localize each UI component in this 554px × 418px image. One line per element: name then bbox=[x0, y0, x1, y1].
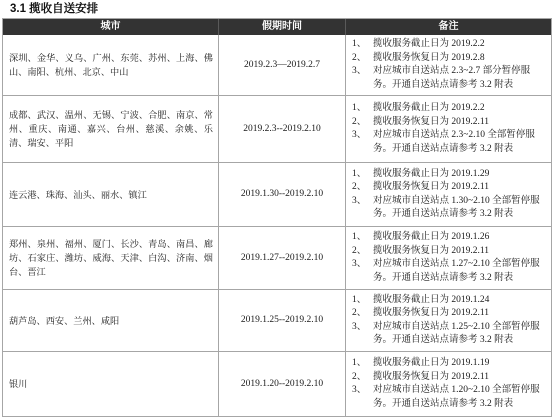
note-item bbox=[352, 38, 548, 52]
holiday-period-cell bbox=[219, 227, 346, 289]
note-item bbox=[352, 245, 548, 259]
note-item bbox=[352, 52, 548, 66]
note-number: 3、 bbox=[352, 130, 367, 140]
note-number: 2、 bbox=[352, 245, 367, 256]
table-row bbox=[3, 227, 551, 290]
cities-text: 成都、武汉、温州、无锡、宁波、合肥、南京、常州、重庆、南通、嘉兴、台州、慈溪、余姚、乐清、瑞安、平阳 bbox=[9, 110, 213, 148]
note-item bbox=[352, 102, 548, 116]
note-item bbox=[352, 129, 548, 156]
cities-text: 郑州、泉州、福州、厦门、长沙、青岛、南昌、廊坊、石家庄、潍坊、威海、天津、白沟、济南、烟台、晋江 bbox=[9, 239, 213, 277]
cities-cell bbox=[3, 96, 219, 162]
note-item bbox=[352, 195, 548, 222]
note-text: 揽收服务恢复日为 2019.2.8 bbox=[373, 52, 485, 63]
note-text: 对应城市自送站点 1.25~2.10 全部暂停服务。开通自送站点请参考 3.2 附表 bbox=[373, 321, 540, 345]
note-number: 2、 bbox=[352, 182, 367, 192]
note-text: 揽收服务截止日为 2019.1.19 bbox=[373, 358, 490, 368]
note-text: 揽收服务截止日为 2019.1.26 bbox=[373, 232, 490, 242]
note-item bbox=[352, 65, 548, 92]
note-number: 1、 bbox=[352, 294, 367, 305]
cities-cell bbox=[3, 227, 219, 289]
holiday-period-text: 2019.2.3--2019.2.10 bbox=[243, 123, 321, 134]
note-number: 3、 bbox=[352, 321, 367, 332]
note-text: 对应城市自送站点 1.30~2.10 全部暂停服务。开通自送站点请参考 3.2 附表 bbox=[373, 195, 540, 219]
note-number: 2、 bbox=[352, 308, 367, 318]
holiday-period-text: 2019.1.30--2019.2.10 bbox=[240, 189, 324, 199]
note-text: 揽收服务恢复日为 2019.2.11 bbox=[373, 182, 490, 192]
note-text: 揽收服务恢复日为 2019.2.11 bbox=[373, 308, 490, 318]
note-number: 1、 bbox=[352, 168, 367, 179]
holiday-period-cell bbox=[219, 96, 346, 162]
cities-text: 银川 bbox=[9, 379, 28, 389]
cities-text: 连云港、珠海、汕头、丽水、镇江 bbox=[9, 189, 147, 200]
cities-cell bbox=[3, 290, 219, 351]
note-text: 揽收服务恢复日为 2019.2.11 bbox=[373, 371, 490, 382]
note-number: 1、 bbox=[352, 103, 367, 113]
note-item bbox=[352, 384, 548, 411]
note-number: 2、 bbox=[352, 116, 367, 127]
note-number: 2、 bbox=[352, 371, 367, 382]
note-item bbox=[352, 168, 548, 182]
notes-cell bbox=[346, 96, 551, 162]
holiday-period-text: 2019.1.27--2019.2.10 bbox=[240, 252, 324, 263]
header-cell-notes: 备注 bbox=[438, 21, 459, 32]
note-number: 3、 bbox=[352, 66, 367, 76]
notes-cell bbox=[346, 163, 551, 226]
note-number: 3、 bbox=[352, 385, 367, 395]
note-text: 对应城市自送站点 2.3~2.7 部分暂停服务。开通自送站点请参考 3.2 附表 bbox=[373, 66, 531, 90]
note-item bbox=[352, 321, 548, 348]
table-row bbox=[3, 163, 551, 227]
note-item bbox=[352, 181, 548, 195]
cities-cell bbox=[3, 163, 219, 226]
note-item bbox=[352, 258, 548, 285]
note-number: 3、 bbox=[352, 259, 367, 269]
table-row bbox=[3, 96, 551, 163]
note-number: 1、 bbox=[352, 39, 367, 49]
note-text: 揽收服务恢复日为 2019.2.11 bbox=[373, 245, 490, 256]
note-item bbox=[352, 294, 548, 308]
note-text: 揽收服务截止日为 2019.2.2 bbox=[373, 103, 485, 113]
note-item bbox=[352, 307, 548, 321]
note-item bbox=[352, 357, 548, 371]
cities-cell bbox=[3, 352, 219, 416]
table-row bbox=[3, 35, 551, 96]
holiday-period-cell bbox=[219, 352, 346, 416]
note-number: 2、 bbox=[352, 52, 367, 63]
note-text: 对应城市自送站点 1.20~2.10 全部暂停服务。开通自送站点请参考 3.2 附表 bbox=[373, 385, 540, 409]
note-text: 揽收服务截止日为 2019.2.2 bbox=[373, 39, 485, 49]
header-cell-cities: 城市 bbox=[3, 19, 219, 35]
cities-text: 深圳、金华、义乌、广州、东莞、苏州、上海、佛山、南阳、杭州、北京、中山 bbox=[9, 53, 213, 77]
holiday-period-cell bbox=[219, 163, 346, 226]
note-text: 对应城市自送站点 1.27~2.10 全部暂停服务。开通自送站点请参考 3.2 附表 bbox=[373, 259, 540, 283]
note-text: 揽收服务截止日为 2019.1.24 bbox=[373, 294, 490, 305]
table-header-row bbox=[3, 19, 551, 35]
table-row bbox=[3, 290, 551, 352]
holiday-period-text: 2019.1.25--2019.2.10 bbox=[240, 315, 324, 325]
note-item bbox=[352, 231, 548, 245]
notes-cell bbox=[346, 352, 551, 416]
cities-text: 葫芦岛、西安、兰州、咸阳 bbox=[9, 315, 120, 326]
note-item bbox=[352, 116, 548, 130]
holiday-period-cell bbox=[219, 35, 346, 95]
notes-cell bbox=[346, 227, 551, 289]
note-number: 1、 bbox=[352, 232, 367, 242]
holiday-period-cell bbox=[219, 290, 346, 351]
table-row bbox=[3, 352, 551, 416]
note-text: 揽收服务恢复日为 2019.2.11 bbox=[373, 116, 490, 127]
notes-cell bbox=[346, 35, 551, 95]
section-title: 3.1 揽收自送安排 bbox=[10, 3, 99, 15]
notes-cell bbox=[346, 290, 551, 351]
note-number: 3、 bbox=[352, 195, 367, 206]
note-item bbox=[352, 371, 548, 385]
holiday-period-text: 2019.1.20--2019.2.10 bbox=[240, 378, 324, 389]
note-text: 对应城市自送站点 2.3~2.10 全部暂停服务。开通自送站点请参考 3.2 附表 bbox=[373, 130, 535, 154]
pickup-dropoff-schedule-table bbox=[2, 18, 552, 417]
cities-cell bbox=[3, 35, 219, 95]
header-cell-holiday-period: 假期时间 bbox=[219, 19, 346, 35]
note-number: 1、 bbox=[352, 358, 367, 368]
holiday-period-text: 2019.2.3—2019.2.7 bbox=[244, 59, 320, 70]
note-text: 揽收服务截止日为 2019.1.29 bbox=[373, 168, 490, 179]
